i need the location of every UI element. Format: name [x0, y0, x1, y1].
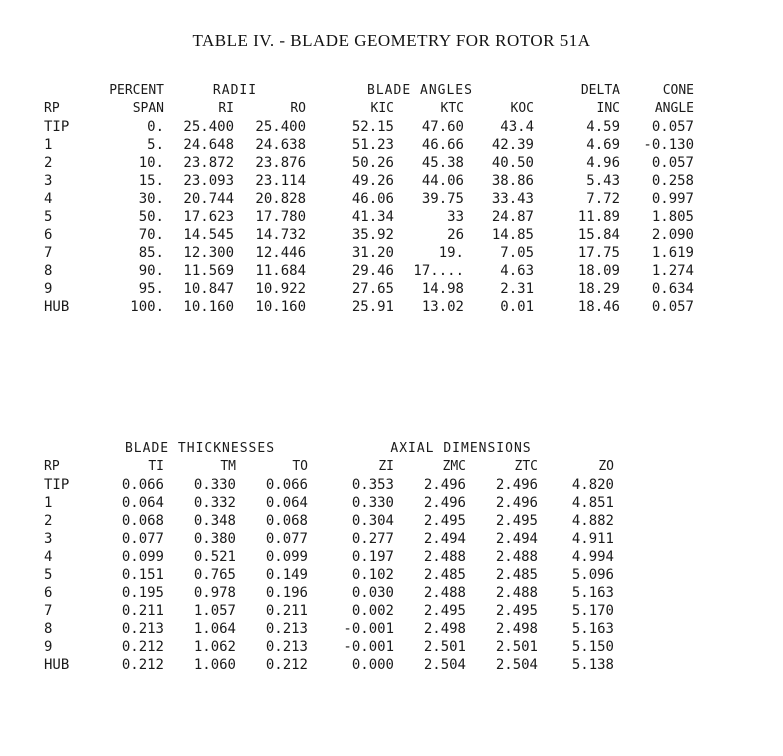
value-cell: 5.150: [571, 639, 614, 655]
value-cell: 24.648: [183, 137, 234, 153]
value-cell: 2.090: [651, 227, 694, 243]
value-cell: 31.20: [351, 245, 394, 261]
value-cell: 90.: [138, 263, 164, 279]
value-cell: 7.05: [500, 245, 534, 261]
value-cell: 27.65: [351, 281, 394, 297]
value-cell: 5.43: [586, 173, 620, 189]
value-cell: 4.59: [586, 119, 620, 135]
column-header-kic: KIC: [370, 101, 394, 116]
row-label-cell: 3: [44, 531, 53, 547]
table-row: [44, 476, 614, 494]
value-cell: 0.030: [351, 585, 394, 601]
value-cell: 5.138: [571, 657, 614, 673]
row-label-cell: 9: [44, 281, 53, 297]
value-cell: 5.096: [571, 567, 614, 583]
value-cell: 0.064: [121, 495, 164, 511]
value-cell: 0.211: [265, 603, 308, 619]
column-header-angle: ANGLE: [654, 101, 694, 116]
group-header-axial-dimensions: AXIAL DIMENSIONS: [390, 441, 532, 456]
table-row: [44, 118, 694, 136]
value-cell: 4.994: [571, 549, 614, 565]
group-header-cone: CONE: [662, 83, 694, 98]
value-cell: 14.545: [183, 227, 234, 243]
value-cell: 11.89: [577, 209, 620, 225]
table-row: [44, 494, 614, 512]
value-cell: 41.34: [351, 209, 394, 225]
value-cell: 2.494: [495, 531, 538, 547]
value-cell: -0.130: [643, 137, 694, 153]
value-cell: 15.84: [577, 227, 620, 243]
column-header-tm: TM: [220, 459, 236, 474]
value-cell: 14.85: [491, 227, 534, 243]
group-header-percent: PERCENT: [109, 83, 164, 98]
row-label-cell: HUB: [44, 299, 70, 315]
value-cell: 18.29: [577, 281, 620, 297]
value-cell: 49.26: [351, 173, 394, 189]
column-header-koc: KOC: [510, 101, 534, 116]
thickness-axial-table: [44, 440, 614, 674]
value-cell: 2.488: [423, 549, 466, 565]
column-header-span: SPAN: [132, 101, 164, 116]
table-row: [44, 136, 694, 154]
row-label-cell: 3: [44, 173, 53, 189]
value-cell: 7.72: [586, 191, 620, 207]
row-label-cell: 2: [44, 513, 53, 529]
column-header-zi: ZI: [378, 459, 394, 474]
table-row: [44, 190, 694, 208]
row-label-cell: 6: [44, 585, 53, 601]
value-cell: 17.780: [255, 209, 306, 225]
column-header-ztc: ZTC: [514, 459, 538, 474]
value-cell: 0.353: [351, 477, 394, 493]
value-cell: 0.212: [265, 657, 308, 673]
column-header-rp: RP: [44, 459, 60, 474]
table-row: [44, 620, 614, 638]
value-cell: 0.348: [193, 513, 236, 529]
blade-geometry-body: [44, 118, 694, 316]
thickness-axial-body: [44, 476, 614, 674]
row-label-cell: 8: [44, 621, 53, 637]
value-cell: 20.828: [255, 191, 306, 207]
value-cell: 4.69: [586, 137, 620, 153]
value-cell: 17.75: [577, 245, 620, 261]
table-row: [44, 244, 694, 262]
value-cell: -0.001: [343, 639, 394, 655]
column-header-ro: RO: [290, 101, 306, 116]
value-cell: 25.400: [183, 119, 234, 135]
value-cell: 12.300: [183, 245, 234, 261]
table-row: [44, 172, 694, 190]
row-label-cell: TIP: [44, 477, 70, 493]
value-cell: 1.064: [193, 621, 236, 637]
column-header-ti: TI: [148, 459, 164, 474]
value-cell: 25.91: [351, 299, 394, 315]
value-cell: 0.213: [121, 621, 164, 637]
table-row: [44, 512, 614, 530]
value-cell: 2.501: [495, 639, 538, 655]
value-cell: 18.46: [577, 299, 620, 315]
value-cell: 44.06: [421, 173, 464, 189]
row-label-cell: 8: [44, 263, 53, 279]
value-cell: 10.: [138, 155, 164, 171]
value-cell: 5.163: [571, 585, 614, 601]
value-cell: 0.258: [651, 173, 694, 189]
value-cell: 2.501: [423, 639, 466, 655]
table-row: [44, 602, 614, 620]
value-cell: 4.851: [571, 495, 614, 511]
row-label-cell: 9: [44, 639, 53, 655]
value-cell: 1.057: [193, 603, 236, 619]
value-cell: 17....: [413, 263, 464, 279]
value-cell: 0.077: [265, 531, 308, 547]
column-header-row: [44, 100, 694, 118]
value-cell: 2.495: [495, 513, 538, 529]
row-label-cell: 2: [44, 155, 53, 171]
value-cell: 0.212: [121, 639, 164, 655]
value-cell: 13.02: [421, 299, 464, 315]
value-cell: 0.304: [351, 513, 394, 529]
column-header-inc: INC: [596, 101, 620, 116]
value-cell: 15.: [138, 173, 164, 189]
row-label-cell: HUB: [44, 657, 70, 673]
group-header-row: [44, 82, 694, 100]
value-cell: 0.330: [193, 477, 236, 493]
value-cell: 0.01: [500, 299, 534, 315]
value-cell: 95.: [138, 281, 164, 297]
table-row: [44, 584, 614, 602]
value-cell: 33.43: [491, 191, 534, 207]
value-cell: 0.057: [651, 299, 694, 315]
group-header-delta: DELTA: [580, 83, 620, 98]
value-cell: 42.39: [491, 137, 534, 153]
value-cell: -0.001: [343, 621, 394, 637]
value-cell: 0.997: [651, 191, 694, 207]
column-header-ri: RI: [218, 101, 234, 116]
value-cell: 10.160: [255, 299, 306, 315]
row-label-cell: 6: [44, 227, 53, 243]
value-cell: 2.495: [495, 603, 538, 619]
value-cell: 0.765: [193, 567, 236, 583]
table-row: [44, 298, 694, 316]
value-cell: 0.212: [121, 657, 164, 673]
value-cell: 52.15: [351, 119, 394, 135]
table-row: [44, 656, 614, 674]
value-cell: 20.744: [183, 191, 234, 207]
value-cell: 0.197: [351, 549, 394, 565]
value-cell: 51.23: [351, 137, 394, 153]
value-cell: 11.684: [255, 263, 306, 279]
value-cell: 4.63: [500, 263, 534, 279]
value-cell: 0.330: [351, 495, 394, 511]
value-cell: 0.000: [351, 657, 394, 673]
value-cell: 0.196: [265, 585, 308, 601]
row-label-cell: 5: [44, 209, 53, 225]
value-cell: 5.: [147, 137, 164, 153]
table-row: [44, 154, 694, 172]
group-header-row: [44, 440, 614, 458]
value-cell: 45.38: [421, 155, 464, 171]
value-cell: 26: [447, 227, 464, 243]
column-header-rp: RP: [44, 101, 60, 116]
column-header-ktc: KTC: [440, 101, 464, 116]
row-label-cell: 5: [44, 567, 53, 583]
value-cell: 2.488: [495, 549, 538, 565]
value-cell: 0.066: [265, 477, 308, 493]
value-cell: 4.96: [586, 155, 620, 171]
value-cell: 2.31: [500, 281, 534, 297]
value-cell: 1.619: [651, 245, 694, 261]
value-cell: 4.820: [571, 477, 614, 493]
value-cell: 23.114: [255, 173, 306, 189]
value-cell: 0.332: [193, 495, 236, 511]
value-cell: 23.093: [183, 173, 234, 189]
column-header-zo: ZO: [598, 459, 614, 474]
value-cell: 2.485: [495, 567, 538, 583]
value-cell: 0.066: [121, 477, 164, 493]
value-cell: 24.87: [491, 209, 534, 225]
value-cell: 1.805: [651, 209, 694, 225]
value-cell: 1.060: [193, 657, 236, 673]
column-header-row: [44, 458, 614, 476]
value-cell: 0.213: [265, 639, 308, 655]
table-row: [44, 638, 614, 656]
value-cell: 4.911: [571, 531, 614, 547]
value-cell: 2.485: [423, 567, 466, 583]
value-cell: 2.504: [495, 657, 538, 673]
value-cell: 43.4: [500, 119, 534, 135]
value-cell: 2.496: [495, 495, 538, 511]
value-cell: 0.521: [193, 549, 236, 565]
value-cell: 0.077: [121, 531, 164, 547]
table-row: [44, 548, 614, 566]
value-cell: 70.: [138, 227, 164, 243]
value-cell: 2.488: [495, 585, 538, 601]
value-cell: 2.495: [423, 603, 466, 619]
value-cell: 0.057: [651, 155, 694, 171]
value-cell: 10.922: [255, 281, 306, 297]
table-row: [44, 226, 694, 244]
table-row: [44, 566, 614, 584]
value-cell: 0.064: [265, 495, 308, 511]
value-cell: 18.09: [577, 263, 620, 279]
value-cell: 10.847: [183, 281, 234, 297]
value-cell: 2.498: [495, 621, 538, 637]
value-cell: 0.099: [265, 549, 308, 565]
value-cell: 47.60: [421, 119, 464, 135]
value-cell: 46.66: [421, 137, 464, 153]
row-label-cell: 7: [44, 245, 53, 261]
row-label-cell: 7: [44, 603, 53, 619]
value-cell: 0.213: [265, 621, 308, 637]
value-cell: 1.062: [193, 639, 236, 655]
value-cell: 100.: [130, 299, 164, 315]
blade-geometry-table: [44, 82, 694, 316]
value-cell: 0.211: [121, 603, 164, 619]
value-cell: 23.876: [255, 155, 306, 171]
value-cell: 0.099: [121, 549, 164, 565]
value-cell: 0.380: [193, 531, 236, 547]
row-label-cell: 4: [44, 191, 53, 207]
value-cell: 50.: [138, 209, 164, 225]
value-cell: 2.488: [423, 585, 466, 601]
value-cell: 2.504: [423, 657, 466, 673]
row-label-cell: 1: [44, 137, 53, 153]
value-cell: 2.495: [423, 513, 466, 529]
value-cell: 2.498: [423, 621, 466, 637]
group-header-blade-angles: BLADE ANGLES: [367, 83, 473, 98]
value-cell: 0.102: [351, 567, 394, 583]
value-cell: 14.732: [255, 227, 306, 243]
group-header-blade-thicknesses: BLADE THICKNESSES: [124, 441, 276, 456]
value-cell: 24.638: [255, 137, 306, 153]
group-header-radii: RADII: [212, 83, 258, 98]
value-cell: 2.496: [423, 477, 466, 493]
value-cell: 14.98: [421, 281, 464, 297]
value-cell: 40.50: [491, 155, 534, 171]
table-row: [44, 262, 694, 280]
value-cell: 46.06: [351, 191, 394, 207]
value-cell: 0.149: [265, 567, 308, 583]
value-cell: 0.195: [121, 585, 164, 601]
column-header-to: TO: [292, 459, 308, 474]
value-cell: 19.: [438, 245, 464, 261]
value-cell: 38.86: [491, 173, 534, 189]
column-header-zmc: ZMC: [442, 459, 466, 474]
value-cell: 2.494: [423, 531, 466, 547]
value-cell: 0.151: [121, 567, 164, 583]
value-cell: 17.623: [183, 209, 234, 225]
value-cell: 4.882: [571, 513, 614, 529]
value-cell: 2.496: [423, 495, 466, 511]
value-cell: 0.277: [351, 531, 394, 547]
value-cell: 0.057: [651, 119, 694, 135]
value-cell: 25.400: [255, 119, 306, 135]
row-label-cell: 4: [44, 549, 53, 565]
value-cell: 23.872: [183, 155, 234, 171]
table-row: [44, 208, 694, 226]
value-cell: 33: [447, 209, 464, 225]
table-title: TABLE IV. - BLADE GEOMETRY FOR ROTOR 51A: [192, 31, 591, 50]
value-cell: 12.446: [255, 245, 306, 261]
row-label-cell: 1: [44, 495, 53, 511]
value-cell: 50.26: [351, 155, 394, 171]
value-cell: 85.: [138, 245, 164, 261]
value-cell: 1.274: [651, 263, 694, 279]
value-cell: 30.: [138, 191, 164, 207]
value-cell: 0.068: [265, 513, 308, 529]
value-cell: 0.634: [651, 281, 694, 297]
value-cell: 0.068: [121, 513, 164, 529]
value-cell: 10.160: [183, 299, 234, 315]
value-cell: 0.978: [193, 585, 236, 601]
value-cell: 39.75: [421, 191, 464, 207]
value-cell: 35.92: [351, 227, 394, 243]
table-row: [44, 280, 694, 298]
value-cell: 29.46: [351, 263, 394, 279]
value-cell: 0.002: [351, 603, 394, 619]
row-label-cell: TIP: [44, 119, 70, 135]
value-cell: 5.170: [571, 603, 614, 619]
value-cell: 0.: [147, 119, 164, 135]
value-cell: 11.569: [183, 263, 234, 279]
value-cell: 2.496: [495, 477, 538, 493]
value-cell: 5.163: [571, 621, 614, 637]
table-row: [44, 530, 614, 548]
